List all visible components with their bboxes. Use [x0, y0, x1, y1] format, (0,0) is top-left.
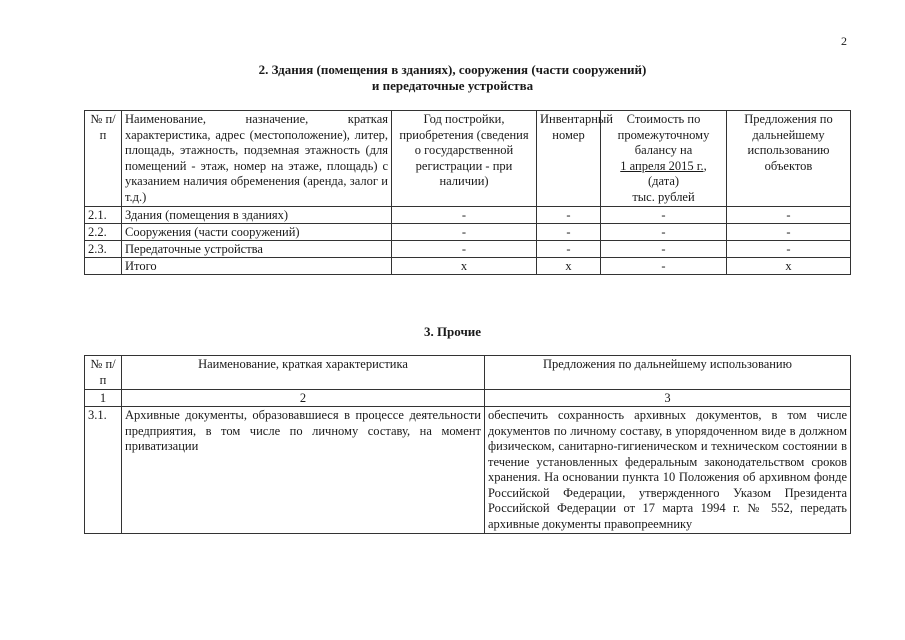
- row-proposals: обеспечить сохранность архивных документов, в том числе документов по личному составу, в упорядоченном виде в должном физическом, санитарно-гигиеническом и техническом состоянии в течение установленных федеральным законодательством сроков хранения. На основании пункта 10 Положения об архивном фонде Российской Федерации, утвержденного Указом Президента Российской Федерации от 17 марта 1994 г. № 552, передать архивные документы правопреемнику: [485, 407, 851, 534]
- header-name: Наименование, назначение, краткая характеристика, адрес (местоположение), литер, площадь, этажность, подземная этажность (для помещений - этаж, номер на этаже, площадь) с указанием наличия обременения (аренда, залог и т.д.): [122, 111, 392, 207]
- row-year: х: [392, 258, 537, 275]
- row-inventory: -: [537, 207, 601, 224]
- row-name: Передаточные устройства: [122, 241, 392, 258]
- section-2-title-line1: 2. Здания (помещения в зданиях), сооружения (части сооружений): [258, 62, 647, 77]
- row-cost: -: [601, 224, 727, 241]
- row-year: -: [392, 224, 537, 241]
- section-3-title: 3. Прочие: [423, 324, 482, 339]
- header-num: № п/п: [85, 111, 122, 207]
- header-cost-line2: (дата): [647, 174, 680, 188]
- header-cost-line1: Стоимость по промежуточному балансу на: [617, 112, 710, 157]
- row-cost: -: [601, 207, 727, 224]
- row-num: 2.2.: [85, 224, 122, 241]
- column-index: 2: [122, 390, 485, 407]
- column-index-row: [85, 390, 851, 407]
- section-2-title: [0, 62, 905, 94]
- column-index: 1: [85, 390, 122, 407]
- header-inventory: Инвентарный номер: [537, 111, 601, 207]
- row-num: [85, 258, 122, 275]
- row-num: 2.3.: [85, 241, 122, 258]
- row-num: 3.1.: [85, 407, 122, 534]
- header-name: Наименование, краткая характеристика: [122, 356, 485, 390]
- row-year: -: [392, 241, 537, 258]
- section-2-title-line2: и передаточные устройства: [371, 78, 534, 93]
- row-name: Итого: [122, 258, 392, 275]
- row-name: Сооружения (части сооружений): [122, 224, 392, 241]
- row-proposals: -: [727, 207, 851, 224]
- page-number: 2: [841, 34, 847, 48]
- row-num: 2.1.: [85, 207, 122, 224]
- total-row: [85, 258, 851, 275]
- header-cost: [601, 111, 727, 207]
- row-proposals: -: [727, 241, 851, 258]
- buildings-table: [84, 110, 851, 275]
- row-inventory: х: [537, 258, 601, 275]
- table-row: [85, 241, 851, 258]
- table-row: [85, 224, 851, 241]
- table-row: [85, 407, 851, 534]
- header-cost-date: 1 апреля 2015 г.,: [620, 158, 707, 173]
- row-cost: -: [601, 258, 727, 275]
- table-header-row: [85, 356, 851, 390]
- header-proposals: Предложения по дальнейшему использованию: [485, 356, 851, 390]
- row-inventory: -: [537, 241, 601, 258]
- table-row: [85, 207, 851, 224]
- header-year: Год постройки, приобретения (сведения о государственной регистрации - при наличии): [392, 111, 537, 207]
- header-cost-line3: тыс. рублей: [632, 189, 695, 204]
- row-proposals: -: [727, 224, 851, 241]
- other-table: [84, 355, 851, 534]
- header-proposals: Предложения по дальнейшему использованию объектов: [727, 111, 851, 207]
- column-index: 3: [485, 390, 851, 407]
- header-num: № п/п: [85, 356, 122, 390]
- row-proposals: х: [727, 258, 851, 275]
- row-inventory: -: [537, 224, 601, 241]
- row-name: Здания (помещения в зданиях): [122, 207, 392, 224]
- row-name: Архивные документы, образовавшиеся в процессе деятельности предприятия, в том числе по личному составу, на момент приватизации: [122, 407, 485, 534]
- table-header-row: [85, 111, 851, 207]
- row-year: -: [392, 207, 537, 224]
- row-cost: -: [601, 241, 727, 258]
